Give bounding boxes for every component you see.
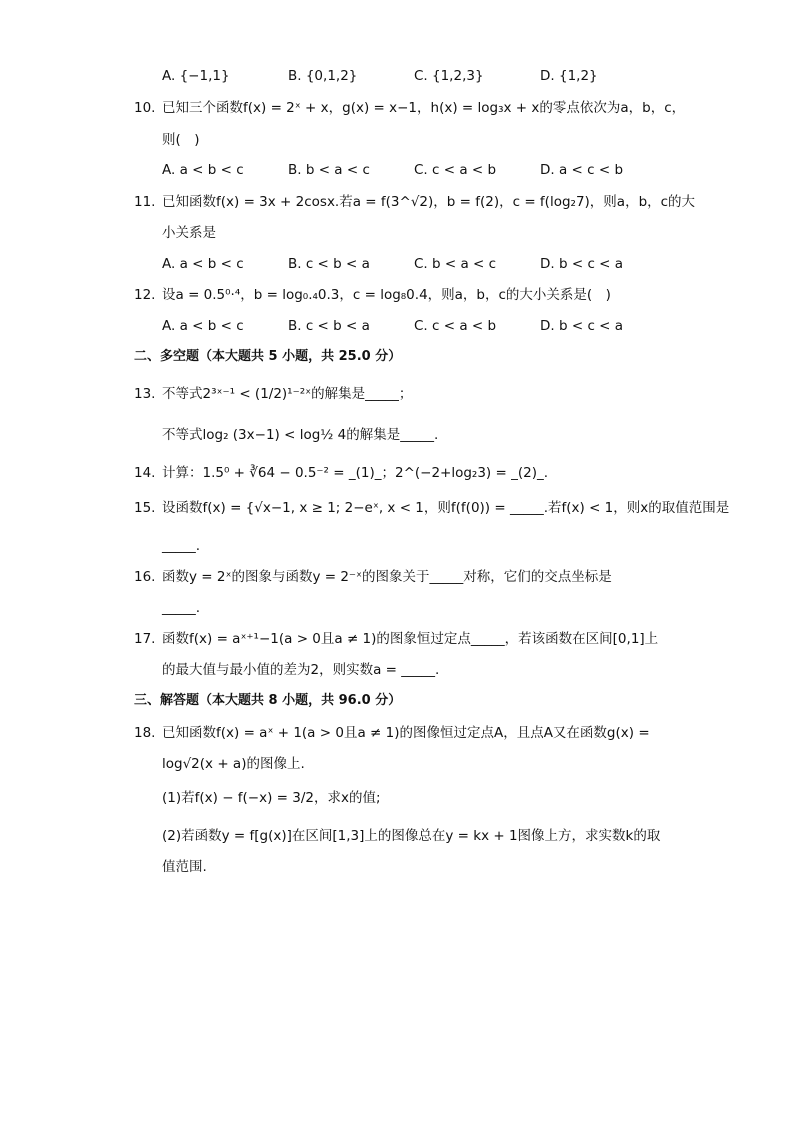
q11-stem-line1: 已知函数f(x) = 3x + 2cosx.若a = f(3^√2)，b = f(2)，c = f(log₂7)，则a，b，c的大 bbox=[162, 194, 696, 210]
q10-option-c[interactable]: C. c < a < b bbox=[414, 162, 497, 178]
q12-option-c[interactable]: C. c < a < b bbox=[414, 318, 497, 334]
q18-stem-line2: log√2(x + a)的图像上. bbox=[162, 756, 305, 772]
q10-option-b[interactable]: B. b < a < c bbox=[288, 162, 370, 178]
q10-number: 10. bbox=[134, 100, 156, 116]
q18-part2-line1: (2)若函数y = f[g(x)]在区间[1,3]上的图像总在y = kx + 1图像上方，求实数k的取 bbox=[162, 828, 661, 844]
q11-option-a[interactable]: A. a < b < c bbox=[162, 256, 244, 272]
q17-number: 17. bbox=[134, 631, 156, 647]
q16-stem-line1: 函数y = 2ˣ的图象与函数y = 2⁻ˣ的图象关于_____对称，它们的交点坐标是 bbox=[162, 569, 612, 585]
q18-part1: (1)若f(x) − f(−x) = 3/2，求x的值; bbox=[162, 790, 381, 806]
q18-stem-line1: 已知函数f(x) = aˣ + 1(a > 0且a ≠ 1)的图像恒过定点A，且点A又在函数g(x) = bbox=[162, 725, 650, 741]
q11-stem-line2: 小关系是 bbox=[162, 225, 216, 241]
q10-stem-line1: 已知三个函数f(x) = 2ˣ + x，g(x) = x−1，h(x) = log₃x + x的零点依次为a，b，c， bbox=[162, 100, 686, 116]
q9-option-c[interactable]: C. {1,2,3} bbox=[414, 68, 484, 84]
q18-number: 18. bbox=[134, 725, 156, 741]
q14-number: 14. bbox=[134, 465, 156, 481]
q13-stem-line1: 不等式2³ˣ⁻¹ < (1/2)¹⁻²ˣ的解集是_____； bbox=[162, 386, 413, 402]
q13-number: 13. bbox=[134, 386, 156, 402]
q9-option-d[interactable]: D. {1,2} bbox=[540, 68, 598, 84]
q11-option-c[interactable]: C. b < a < c bbox=[414, 256, 497, 272]
q9-option-a[interactable]: A. {−1,1} bbox=[162, 68, 230, 84]
q11-number: 11. bbox=[134, 194, 156, 210]
q15-stem-line2: _____. bbox=[162, 538, 201, 554]
q18-part2-line2: 值范围. bbox=[162, 859, 207, 875]
q10-option-d[interactable]: D. a < c < b bbox=[540, 162, 624, 178]
q9-option-b[interactable]: B. {0,1,2} bbox=[288, 68, 358, 84]
q15-number: 15. bbox=[134, 500, 156, 516]
q16-number: 16. bbox=[134, 569, 156, 585]
q12-option-b[interactable]: B. c < b < a bbox=[288, 318, 370, 334]
q13-stem-line2: 不等式log₂ (3x−1) < log½ 4的解集是_____. bbox=[162, 427, 439, 443]
q11-option-b[interactable]: B. c < b < a bbox=[288, 256, 370, 272]
q17-stem-line1: 函数f(x) = aˣ⁺¹−1(a > 0且a ≠ 1)的图象恒过定点_____，若该函数在区间[0,1]上 bbox=[162, 631, 659, 647]
q10-option-a[interactable]: A. a < b < c bbox=[162, 162, 244, 178]
q12-option-d[interactable]: D. b < c < a bbox=[540, 318, 624, 334]
section-heading-multi-blank: 二、多空题（本大题共 5 小题，共 25.0 分） bbox=[134, 349, 402, 364]
q12-option-a[interactable]: A. a < b < c bbox=[162, 318, 244, 334]
q12-stem-line1: 设a = 0.5⁰·⁴，b = log₀.₄0.3，c = log₈0.4，则a，b，c的大小关系是( ) bbox=[162, 287, 611, 303]
q17-stem-line2: 的最大值与最小值的差为2，则实数a = _____. bbox=[162, 662, 440, 678]
q11-option-d[interactable]: D. b < c < a bbox=[540, 256, 624, 272]
q14-stem-line1: 计算：1.5⁰ + ∛64 − 0.5⁻² = _(1)_；2^(−2+log₂3) = _(2)_. bbox=[162, 465, 549, 481]
q16-stem-line2: _____. bbox=[162, 600, 201, 616]
q10-stem-line2: 则( ) bbox=[162, 132, 200, 148]
q15-stem-line1: 设函数f(x) = {√x−1, x ≥ 1; 2−eˣ, x < 1，则f(f(0)) = _____.若f(x) < 1，则x的取值范围是 bbox=[162, 500, 730, 516]
q12-number: 12. bbox=[134, 287, 156, 303]
section-heading-answer: 三、解答题（本大题共 8 小题，共 96.0 分） bbox=[134, 693, 402, 708]
